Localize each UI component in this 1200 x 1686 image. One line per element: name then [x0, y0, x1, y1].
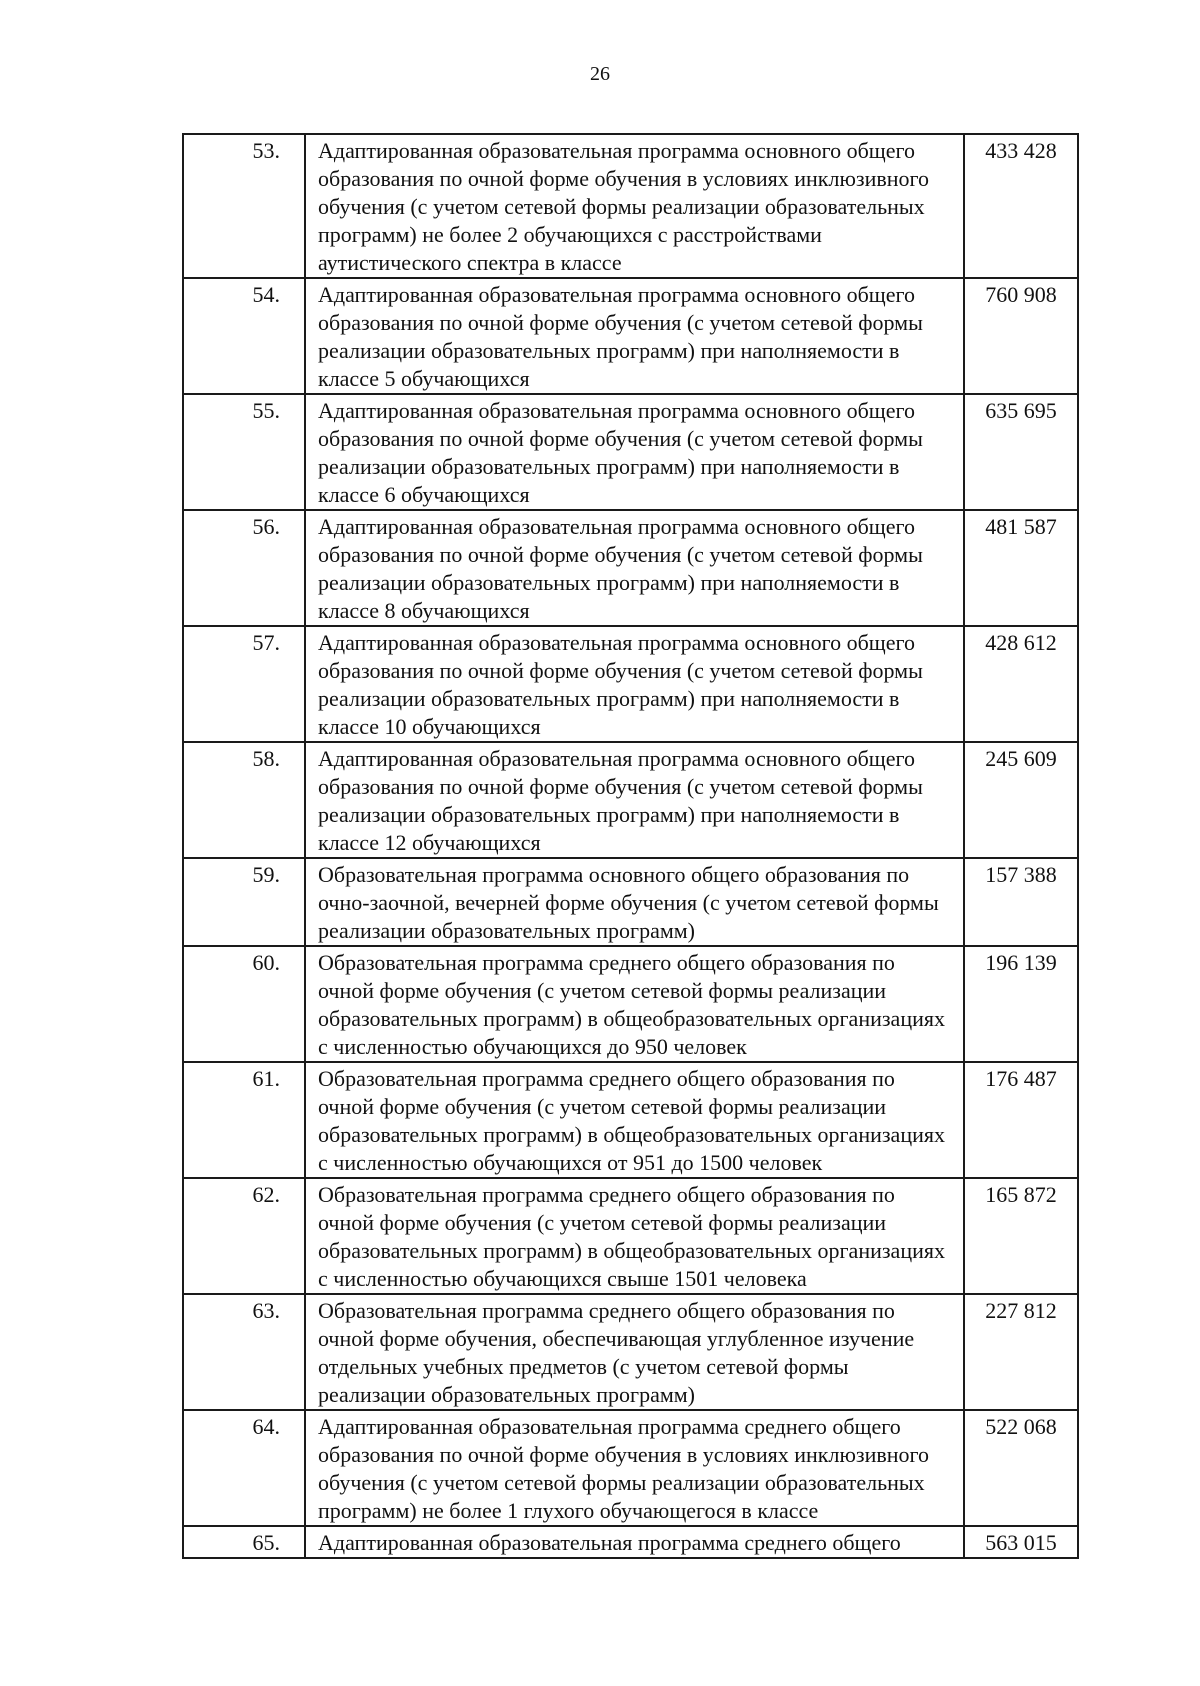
row-number: 64. — [183, 1410, 305, 1526]
table-row — [183, 134, 1078, 278]
table-row — [183, 394, 1078, 510]
row-number: 65. — [183, 1526, 305, 1558]
program-description: Образовательная программа основного общего образования по очно-заочной, вечерней форме обучения (с учетом сетевой формы реализации образовательных программ) — [305, 858, 964, 946]
table-row — [183, 1294, 1078, 1410]
table-row — [183, 510, 1078, 626]
program-cost: 481 587 — [964, 510, 1078, 626]
program-cost: 635 695 — [964, 394, 1078, 510]
row-number: 56. — [183, 510, 305, 626]
row-number: 53. — [183, 134, 305, 278]
program-cost: 196 139 — [964, 946, 1078, 1062]
table-row — [183, 1526, 1078, 1558]
program-description: Образовательная программа среднего общего образования по очной форме обучения (с учетом сетевой формы реализации образовательных программ) в общеобразовательных организациях с численностью обучающихся до 950 человек — [305, 946, 964, 1062]
program-description: Адаптированная образовательная программа основного общего образования по очной форме обучения (с учетом сетевой формы реализации образовательных программ) при наполняемости в классе 6 обучающихся — [305, 394, 964, 510]
programs-table — [182, 133, 1079, 1559]
row-number: 55. — [183, 394, 305, 510]
program-description: Образовательная программа среднего общего образования по очной форме обучения (с учетом сетевой формы реализации образовательных программ) в общеобразовательных организациях с численностью обучающихся свыше 1501 человека — [305, 1178, 964, 1294]
program-description: Адаптированная образовательная программа основного общего образования по очной форме обучения (с учетом сетевой формы реализации образовательных программ) при наполняемости в классе 12 обучающихся — [305, 742, 964, 858]
row-number: 57. — [183, 626, 305, 742]
program-description: Адаптированная образовательная программа среднего общего — [305, 1526, 964, 1558]
program-cost: 245 609 — [964, 742, 1078, 858]
program-description: Адаптированная образовательная программа основного общего образования по очной форме обучения (с учетом сетевой формы реализации образовательных программ) при наполняемости в классе 10 обучающихся — [305, 626, 964, 742]
program-cost: 760 908 — [964, 278, 1078, 394]
table-row — [183, 946, 1078, 1062]
program-cost: 428 612 — [964, 626, 1078, 742]
table-row — [183, 278, 1078, 394]
program-cost: 563 015 — [964, 1526, 1078, 1558]
program-description: Адаптированная образовательная программа основного общего образования по очной форме обучения в условиях инклюзивного обучения (с учетом сетевой формы реализации образовательных программ) не более 2 обучающихся с расстройствами аутистического спектра в классе — [305, 134, 964, 278]
row-number: 60. — [183, 946, 305, 1062]
row-number: 58. — [183, 742, 305, 858]
program-cost: 522 068 — [964, 1410, 1078, 1526]
table-row — [183, 1062, 1078, 1178]
program-description: Адаптированная образовательная программа основного общего образования по очной форме обучения (с учетом сетевой формы реализации образовательных программ) при наполняемости в классе 5 обучающихся — [305, 278, 964, 394]
program-description: Образовательная программа среднего общего образования по очной форме обучения, обеспечивающая углубленное изучение отдельных учебных предметов (с учетом сетевой формы реализации образовательных программ) — [305, 1294, 964, 1410]
program-cost: 165 872 — [964, 1178, 1078, 1294]
program-cost: 176 487 — [964, 1062, 1078, 1178]
table-row — [183, 626, 1078, 742]
page-number: 26 — [590, 63, 610, 85]
table-row — [183, 858, 1078, 946]
row-number: 62. — [183, 1178, 305, 1294]
row-number: 59. — [183, 858, 305, 946]
row-number: 54. — [183, 278, 305, 394]
program-cost: 157 388 — [964, 858, 1078, 946]
program-description: Адаптированная образовательная программа основного общего образования по очной форме обучения (с учетом сетевой формы реализации образовательных программ) при наполняемости в классе 8 обучающихся — [305, 510, 964, 626]
table-row — [183, 1410, 1078, 1526]
row-number: 61. — [183, 1062, 305, 1178]
program-description: Образовательная программа среднего общего образования по очной форме обучения (с учетом сетевой формы реализации образовательных программ) в общеобразовательных организациях с численностью обучающихся от 951 до 1500 человек — [305, 1062, 964, 1178]
row-number: 63. — [183, 1294, 305, 1410]
table-row — [183, 1178, 1078, 1294]
program-cost: 433 428 — [964, 134, 1078, 278]
program-cost: 227 812 — [964, 1294, 1078, 1410]
program-description: Адаптированная образовательная программа среднего общего образования по очной форме обучения в условиях инклюзивного обучения (с учетом сетевой формы реализации образовательных программ) не более 1 глухого обучающегося в классе — [305, 1410, 964, 1526]
table-row — [183, 742, 1078, 858]
